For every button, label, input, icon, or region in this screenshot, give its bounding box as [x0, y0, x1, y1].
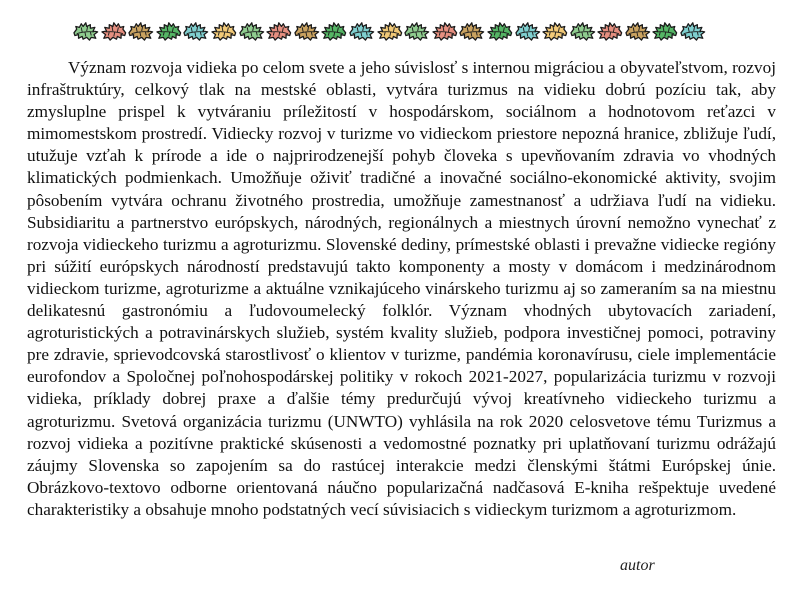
leaf-icon: [155, 21, 183, 41]
leaf-icon: [541, 21, 569, 41]
leaf-icon: [293, 21, 321, 41]
leaf-icon: [320, 21, 348, 41]
leaf-icon: [596, 21, 624, 41]
leaf-icon: [679, 21, 707, 41]
leaf-icon: [458, 21, 486, 41]
leaf-icon: [182, 21, 210, 41]
preface-paragraph: Význam rozvoja vidieka po celom svete a jeho súvislosť s internou migráciou a obyvateľstvom, rozvoj infraštruktúry, celkový tlak na mestské oblasti, vytvára turizmus na vidieku dobrú pozíciu tak, aby zmysluplne prispel k vytváraniu príležitostí v hospodárskom, sociálnom a hodnotovom reťazci v mimomestskom prostredí. Vidiecky rozvoj v turizme vo vidieckom priestore nepozná hranice, zbližuje ľudí, utužuje vzťah k prírode a ide o najprirodzenejší pohyb človeka s upevňovaním zdravia vo vhodných klimatických podmienkach. Umožňuje oživiť tradičné a inovačné sociálno-ekonomické aktivity, svojim pôsobením vytvára ochranu životného prostredia, umožňuje zamestnanosť a udržiava ľudí na vidieku. Subsidiaritu a partnerstvo európskych, národných, regionálnych a miestnych úrovní nemožno vynechať z rozvoja vidieckeho turizmu a agroturizmu. Slovenské dediny, prímestské oblasti i prevažne vidiecke regióny pri súžití európskych národností predstavujú takto komponenty a mosty v domácom i medzinárodnom vidieckom turizme, agroturizme a aktuálne vznikajúceho vinárskeho turizmu aj so zameraním sa na miestnu delikatesnú gastronómiu a ľudovoumelecký folklór. Význam vhodných ubytovacích zariadení, agroturistických a potravinárskych služieb, systém kvality služieb, podpora investičnej pomoci, potraviny pre zdravie, sprievodcovská starostlivosť o klientov v turizme, pandémia koronavírusu, ciele implementácie eurofondov a Spoločnej poľnohospodárskej politiky v rokoch 2021-2027, popularizácia turizmu v rozvoji vidieka, príklady dobrej praxe a ďalšie témy predurčujú vývoj kreatívneho vidieckeho turizmu a agroturizmu. Svetová organizácia turizmu (UNWTO) vyhlásila na rok 2020 celosvetove tému Turizmus a rozvoj vidieka a pozitívne praktické skúsenosti a vedomostné poznatky pri uplatňovaní turizmu odrážajú záujmy Slovenska so zapojením sa do rastúcej interakcie medzi členskými štátmi Európskej únie. Obrázkovo-textovo odborne orientovaná náučno popularizačná nadčasová E-kniha rešpektuje uvedené charakteristiky a obsahuje mnoho podstatných vecí súvisiacich s vidieckym turizmom a agroturizmom.: [27, 58, 776, 519]
leaf-icon: [265, 21, 293, 41]
leaf-icon: [569, 21, 597, 41]
leaf-icon: [514, 21, 542, 41]
leaf-border-ornament: [72, 20, 708, 42]
leaf-icon: [210, 21, 238, 41]
leaf-icon: [72, 21, 100, 41]
leaf-icon: [403, 21, 431, 41]
leaf-icon: [238, 21, 266, 41]
leaf-icon: [100, 21, 128, 41]
leaf-icon: [486, 21, 514, 41]
leaf-icon: [651, 21, 679, 41]
leaf-icon: [376, 21, 404, 41]
author-signature: autor: [620, 557, 655, 574]
leaf-icon: [127, 21, 155, 41]
leaf-icon: [348, 21, 376, 41]
leaf-icon: [431, 21, 459, 41]
leaf-icon: [624, 21, 652, 41]
